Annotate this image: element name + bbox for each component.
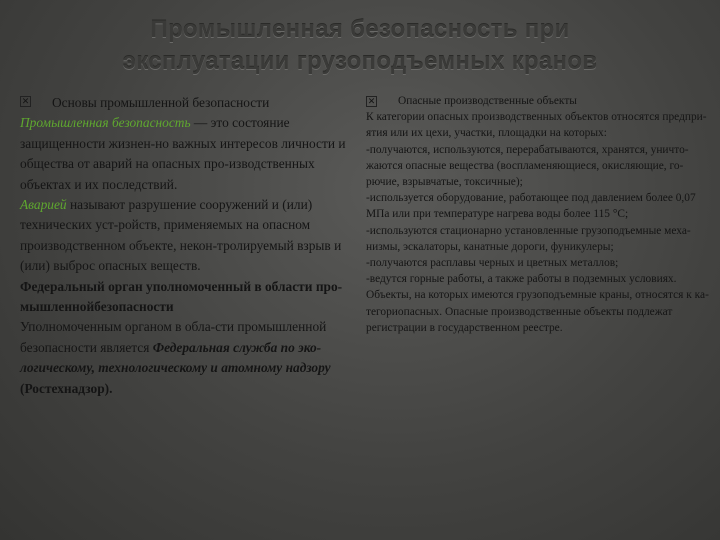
left-column [20,93,352,399]
term-industrial-safety: Промышленная безопасность [20,115,191,131]
right-text-line: К категории опасных производственных объектов относятся предпри-ятия или их цехи, участки, площадки на которых: [366,111,707,140]
checkbox-bullet-icon: ✕ [21,96,30,106]
right-text-line: -используется оборудование, работающее под давлением более 0,07 МПа или при температуре нагрева воды более 115 °С; [366,192,696,221]
right-text-line: -получаются, используются, перерабатываются, хранятся, уничто-жаются опасные вещества (воспламеняющиеся, окисляющие, го-рючие, взрывчатые, токсичные); [366,143,689,189]
checkbox-bullet-icon: ✕ [367,96,376,106]
definition-industrial-safety: Промышленная безопасность — это состояние защищенности жизнен-но важных интересов личности и общества от аварий на опасных про-изводственных объектах и их последствий. [20,115,346,192]
authority-paragraph: Уполномоченным органом в обла-сти промышленной безопасности является Федеральная служба по эко-логическому, технологическому и атомному надзору (Ростехнадзор). [20,319,331,396]
right-text-line: -ведутся горные работы, а также работы в подземных условиях. [366,273,677,286]
right-text-line: Объекты, на которых имеются грузоподъемные краны, относятся к ка-тегориопасных. Опасные производственные объекты подлежат регистрации в государственном реестре. [366,289,709,334]
federal-authority-heading: Федеральный орган уполномоченный в области про-мышленнойбезопасности [20,278,343,315]
title-line-1: Промышленная безопасность при [150,16,570,43]
right-heading-text: Опасные производственные объекты [398,95,577,107]
authority-name: Федеральная служба по эко-логическому, технологическому и атомному надзору [20,339,331,376]
authority-abbrev: (Ростехнадзор). [20,380,113,396]
right-text-line: -получаются расплавы черных и цветных металлов; [366,257,619,270]
right-text-line: -используются стационарно установленные грузоподъемные меха-низмы, эскалаторы, канатные дороги, фуникулеры; [366,224,691,253]
slide-title [30,14,690,78]
title-line-2: эксплуатации грузоподъемных кранов [122,48,598,75]
left-heading-text: Основы промышленной безопасности [52,95,270,110]
definition-accident: Аварией называют разрушение сооружений и (или) технических уст-ройств, применяемых на опасном производственном объекте, некон-тролируемый взрыв и (или) выброс опасных веществ. [20,197,342,274]
left-bullet-heading [20,93,352,113]
term-accident: Аварией [20,197,67,213]
right-column [366,93,712,336]
right-bullet-heading [366,93,712,109]
